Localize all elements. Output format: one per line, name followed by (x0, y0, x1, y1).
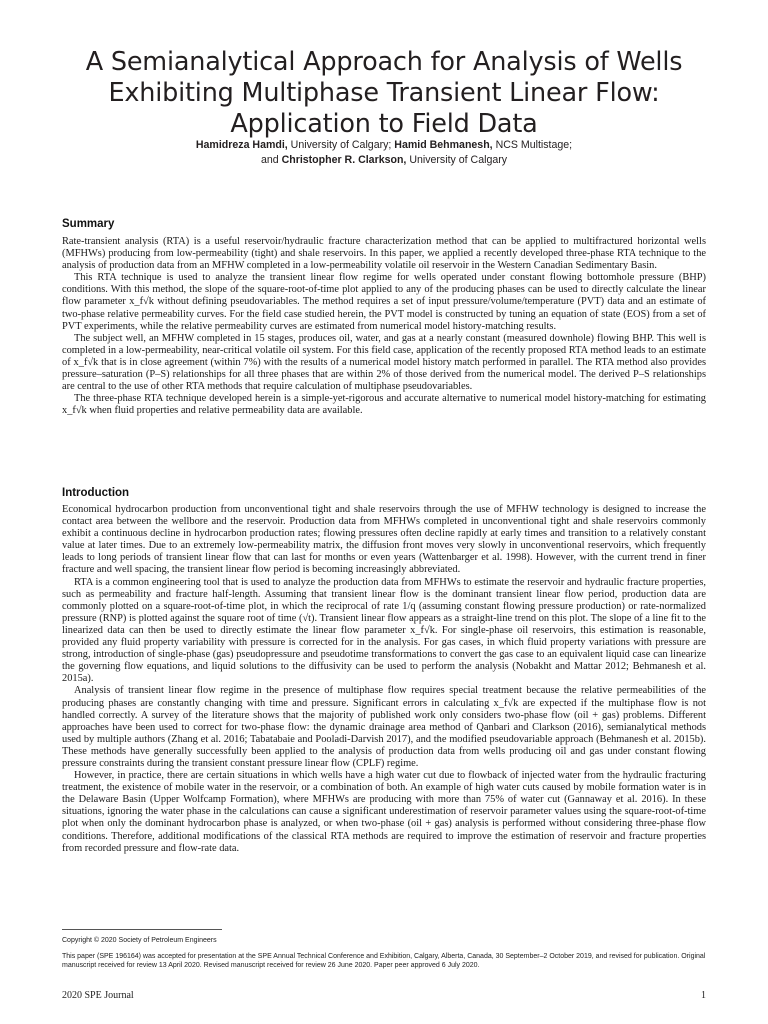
introduction-paragraph: RTA is a common engineering tool that is used to analyze the production data from MFHWs to estimate the reservoir and hydraulic fracture properties, such as permeability and fracture half-length. Assuming that transient linear flow is the dominant transient linear flow period, production data are commonly plotted on a square-root-of-time plot, in which the reciprocal of rate 1/q (assuming constant flowing pressure production) or rate-normalized pressure (RNP) is plotted against the square root of time (√t). Transient linear flow appears as a straight-line trend on this plot. The slope of a line fit to the linearized data can then be used to directly estimate the linear flow parameter x_f√k. For single-phase oil reservoirs, this estimation is reasonable, provided any fluid property variability with pressure is corrected for in the analysis. For gas cases, in which fluid property variations with pressure are strong, introduction of single-phase (gas) pseudopressure and pseudotime transformations to convert the gas case to an equivalent liquid case can linearize the governing flow equations, and liquid solutions to the diffusivity can be used to perform the analysis (Nobakht and Mattar 2012; Behmanesh et al. 2015a). (62, 576, 706, 685)
summary-paragraph: Rate-transient analysis (RTA) is a useful reservoir/hydraulic fracture characterization method that can be applied to multifractured horizontal wells (MFHWs) producing from low-permeability (tight) and shale reservoirs. In this paper, we applied a recently developed three-phase RTA technique to the analysis of production data from an MFHW completed in a low-permeability volatile oil reservoir in the Western Canadian Sedimentary Basin. (62, 236, 706, 272)
summary-paragraph: The subject well, an MFHW completed in 15 stages, produces oil, water, and gas at a nearly constant (measured downhole) flowing BHP. This well is completed in a low-permeability, near-critical volatile oil system. For this field case, application of the recently proposed RTA method leads to an estimate of x_f√k that is in close agreement (within 7%) with the results of a numerical model history match performed in parallel. The RTA method also provides pressure–saturation (P–S) relationships for all three phases that are within 2% of those derived from the numerical model. The derived P–S relationships are central to the use of other RTA methods that require calculation of multiphase pseudovariables. (62, 332, 706, 393)
page-number: 1 (701, 990, 706, 1001)
introduction-body (62, 504, 706, 855)
introduction-paragraph: However, in practice, there are certain situations in which wells have a high water cut due to flowback of injected water from the hydraulic fracturing treatment, the existence of mobile water in the reservoir, or a combination of both. An example of high water cuts caused by mobile formation water is in the Delaware Basin (Upper Wolfcamp Formation), where MFHWs are producing with more than 75% of water cut (Gannaway et al. 2016). In these situations, ignoring the water phase in the calculations can cause a significant underestimation of reservoir parameter values using the square-root-of-time plot when only the dominant hydrocarbon phase is analyzed, or when two-phase (oil + gas) analysis is performed without considering three-phase flow conditions. Therefore, additional modifications of the classical RTA methods are required to improve the estimation of reservoir and fracture properties from recorded pressure and flow-rate data. (62, 770, 706, 854)
author-affiliation: University of Calgary (406, 154, 508, 166)
author-name: Christopher R. Clarkson, (281, 154, 407, 166)
introduction-paragraph: Analysis of transient linear flow regime in the presence of multiphase flow requires special treatment because the relative permeabilities of the producing phases are constantly changing with time and pressure. Significant errors in calculating x_f√k are expected if the multiphase flow is not handled correctly. A survey of the literature shows that the majority of published work only considers two-phase flow (oil + gas) problems. Different approaches have been used to correct for two-phase flow: the dynamic drainage area method of Qanbari and Clarkson (2016), semianalytical methods used by multiple authors (Zhang et al. 2016; Tabatabaie and Pooladi-Darvish 2017), and the modified pseudovariable approach (Behmanesh et al. 2015b). These methods have generally successfully been applied to the analysis of production data from wells producing oil and gas under constant flowing pressure constraints during the transient constant pressure linear flow (CPLF) regime. (62, 685, 706, 769)
author-affiliation: NCS Multistage; (492, 139, 573, 151)
author-affiliation: University of Calgary; (287, 139, 395, 151)
summary-paragraph: The three-phase RTA technique developed herein is a simple-yet-rigorous and accurate alternative to numerical model history-matching for estimating x_f√k when fluid properties and relative permeability data are available. (62, 393, 706, 417)
publication-note: This paper (SPE 196164) was accepted for presentation at the SPE Annual Technical Conference and Exhibition, Calgary, Alberta, Canada, 30 September–2 October 2019, and revised for publication. Original manuscript received for review 13 April 2020. Revised manuscript received for review 26 June 2020. Paper peer approved 6 July 2020. (62, 953, 706, 969)
author-list (60, 138, 708, 168)
paper-title: A Semianalytical Approach for Analysis of Wells Exhibiting Multiphase Transient Linear Flow: Application to Field Data (85, 47, 683, 140)
footnote-divider (62, 929, 222, 930)
introduction-heading: Introduction (62, 487, 130, 499)
author-conjunction: and (260, 154, 282, 166)
summary-body (62, 236, 706, 417)
summary-paragraph: This RTA technique is used to analyze the transient linear flow regime for wells operated under constant flowing bottomhole pressure (BHP) conditions. With this method, the slope of the square-root-of-time plot applied to any of the producing phases can be used to directly calculate the linear flow parameter x_f√k without defining pseudovariables. The method requires a set of input pressure/volume/temperature (PVT) data and an estimate of two-phase relative permeability curves. For the field case studied herein, the PVT model is constructed by tuning an equation of state (EOS) from a set of PVT experiments, while the relative permeability curves are estimated from numerical model history-matching results. (62, 272, 706, 332)
copyright-notice: Copyright © 2020 Society of Petroleum Engineers (62, 937, 217, 944)
author-name: Hamid Behmanesh, (394, 139, 493, 151)
summary-heading: Summary (62, 218, 115, 230)
introduction-paragraph: Economical hydrocarbon production from unconventional tight and shale reservoirs through the use of MFHW technology is designed to increase the contact area between the wellbore and the reservoir. Production data from MFHWs completed in unconventional tight and shale reservoirs commonly exhibit a continuous decline in hydrocarbon production rates; flowing pressures often decline rapidly at early times and transition to a relatively constant value at later times. Due to an extremely low-permeability matrix, the diffusion front moves very slowly in unconventional reservoirs, which frequently leads to long periods of transient linear flow that can last for months or even years (Wattenbarger et al. 1998). However, with the current trend in finer fracture and well spacing, the transient linear flow period is becoming increasingly abbreviated. (62, 504, 706, 576)
author-name: Hamidreza Hamdi, (195, 139, 288, 151)
journal-footer: 2020 SPE Journal (62, 990, 134, 1001)
